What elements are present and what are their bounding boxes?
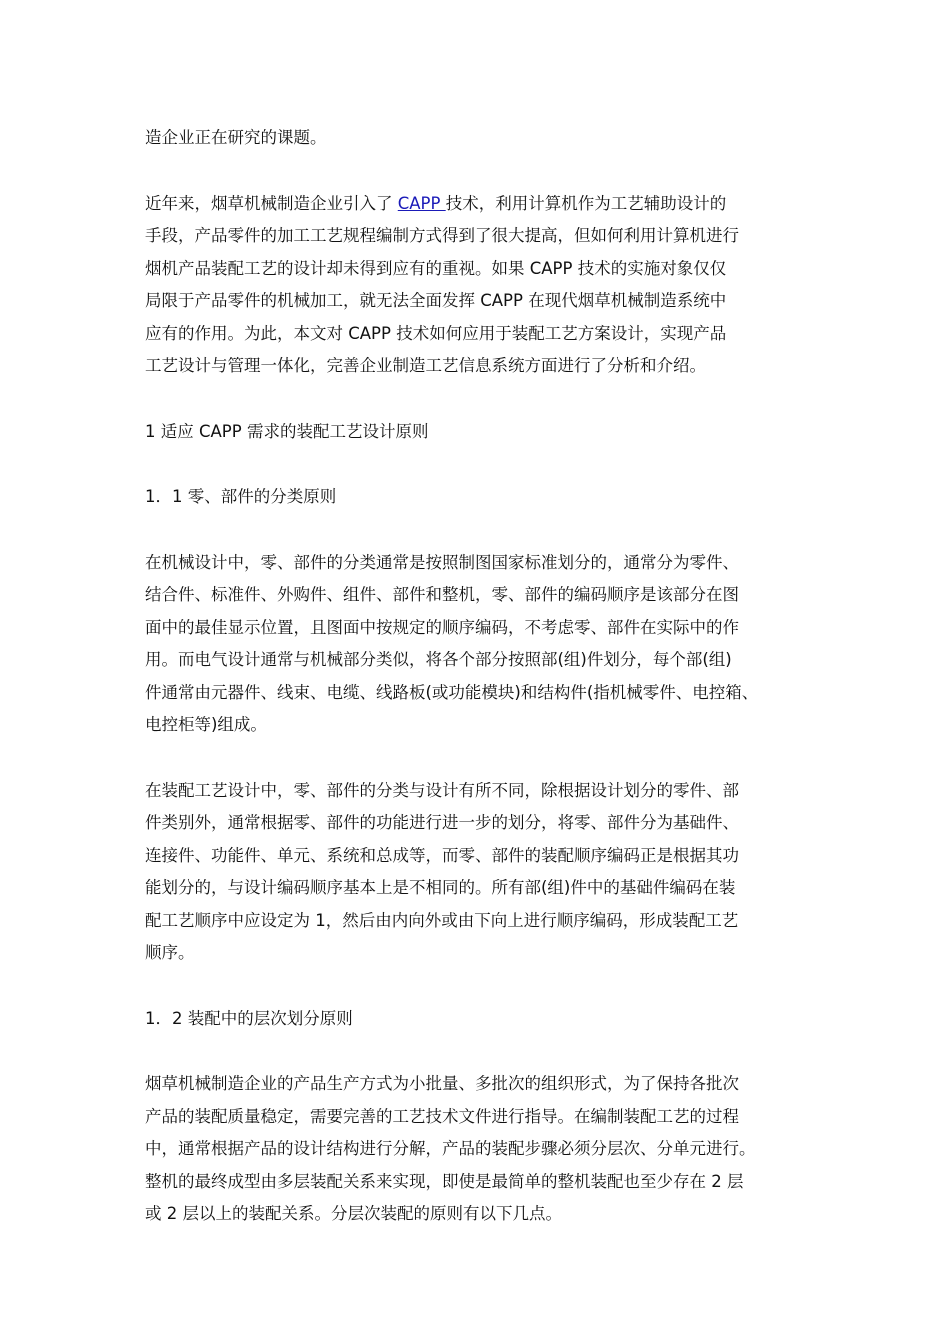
text-line: 或 2 层以上的装配关系。分层次装配的原则有以下几点。 [145,1204,562,1223]
text-line: 连接件、功能件、单元、系统和总成等，而零、部件的装配顺序编码正是根据其功 [145,845,739,865]
text-line: 顺序。 [145,943,195,962]
text-line [145,188,825,221]
paragraph-gap [145,155,825,188]
paragraph-gap [145,448,825,481]
text-line: 面中的最佳显示位置，且图面中按规定的顺序编码，不考虑零、部件在实际中的作 [145,617,739,637]
document-page [145,122,825,1231]
text-line: 件类别外，通常根据零、部件的功能进行进一步的划分，将零、部件分为基础件、 [145,813,739,832]
capp-link[interactable]: CAPP [397,193,446,213]
paragraph-capp-intro [145,188,825,383]
text-line: 能划分的，与设计编码顺序基本上是不相同的。所有部(组)件中的基础件编码在装 [145,878,736,897]
text-line: 在机械设计中，零、部件的分类通常是按照制图国家标准划分的，通常分为零件、 [145,552,739,572]
text-line: 局限于产品零件的机械加工，就无法全面发挥 CAPP 在现代烟草机械制造系统中 [145,291,727,310]
paragraph-assembly-design [145,775,825,970]
text-line: 结合件、标准件、外购件、组件、部件和整机，零、部件的编码顺序是该部分在图 [145,585,739,604]
paragraph-gap [145,383,825,416]
text-line: 中，通常根据产品的设计结构进行分解，产品的装配步骤必须分层次、分单元进行。 [145,1139,756,1158]
text-line: 烟机产品装配工艺的设计却未得到应有的重视。如果 CAPP 技术的实施对象仅仅 [145,258,727,278]
text-line: 烟草机械制造企业的产品生产方式为小批量、多批次的组织形式，为了保持各批次 [145,1074,739,1093]
text-segment: 近年来，烟草机械制造企业引入了 [145,193,398,213]
paragraph-layering [145,1068,825,1231]
text-line: 工艺设计与管理一体化，完善企业制造工艺信息系统方面进行了分析和介绍。 [145,356,706,375]
text-segment: 技术，利用计算机作为工艺辅助设计的 [445,193,727,213]
text-line: 用。而电气设计通常与机械部分类似，将各个部分按照部(组)件划分，每个部(组) [145,650,732,669]
paragraph-mechanical-design [145,547,825,742]
paragraph-gap [145,1035,825,1068]
text-line: 造企业正在研究的课题。 [145,128,327,147]
text-line: 产品的装配质量稳定，需要完善的工艺技术文件进行指导。在编制装配工艺的过程 [145,1106,739,1126]
paragraph-gap [145,514,825,547]
text-line: 在装配工艺设计中，零、部件的分类与设计有所不同，除根据设计划分的零件、部 [145,780,739,800]
paragraph-gap [145,970,825,1003]
text-line: 件通常由元器件、线束、电缆、线路板(或功能模块)和结构件(指机械零件、电控箱、 [145,682,759,702]
text-line: 电控柜等)组成。 [145,715,267,734]
paragraph-gap [145,742,825,775]
text-line: 配工艺顺序中应设定为 1，然后由内向外或由下向上进行顺序编码，形成装配工艺 [145,910,739,930]
section-heading-1: 1 适应 CAPP 需求的装配工艺设计原则 [145,421,429,441]
section-heading-1-2: 1．2 装配中的层次划分原则 [145,1008,353,1028]
text-line: 应有的作用。为此，本文对 CAPP 技术如何应用于装配工艺方案设计，实现产品 [145,323,727,343]
paragraph-intro-tail [145,122,825,155]
section-heading-1-1: 1．1 零、部件的分类原则 [145,487,337,506]
text-line: 整机的最终成型由多层装配关系来实现，即使是最简单的整机装配也至少存在 2 层 [145,1171,744,1191]
text-line: 手段，产品零件的加工工艺规程编制方式得到了很大提高，但如何利用计算机进行 [145,226,739,245]
